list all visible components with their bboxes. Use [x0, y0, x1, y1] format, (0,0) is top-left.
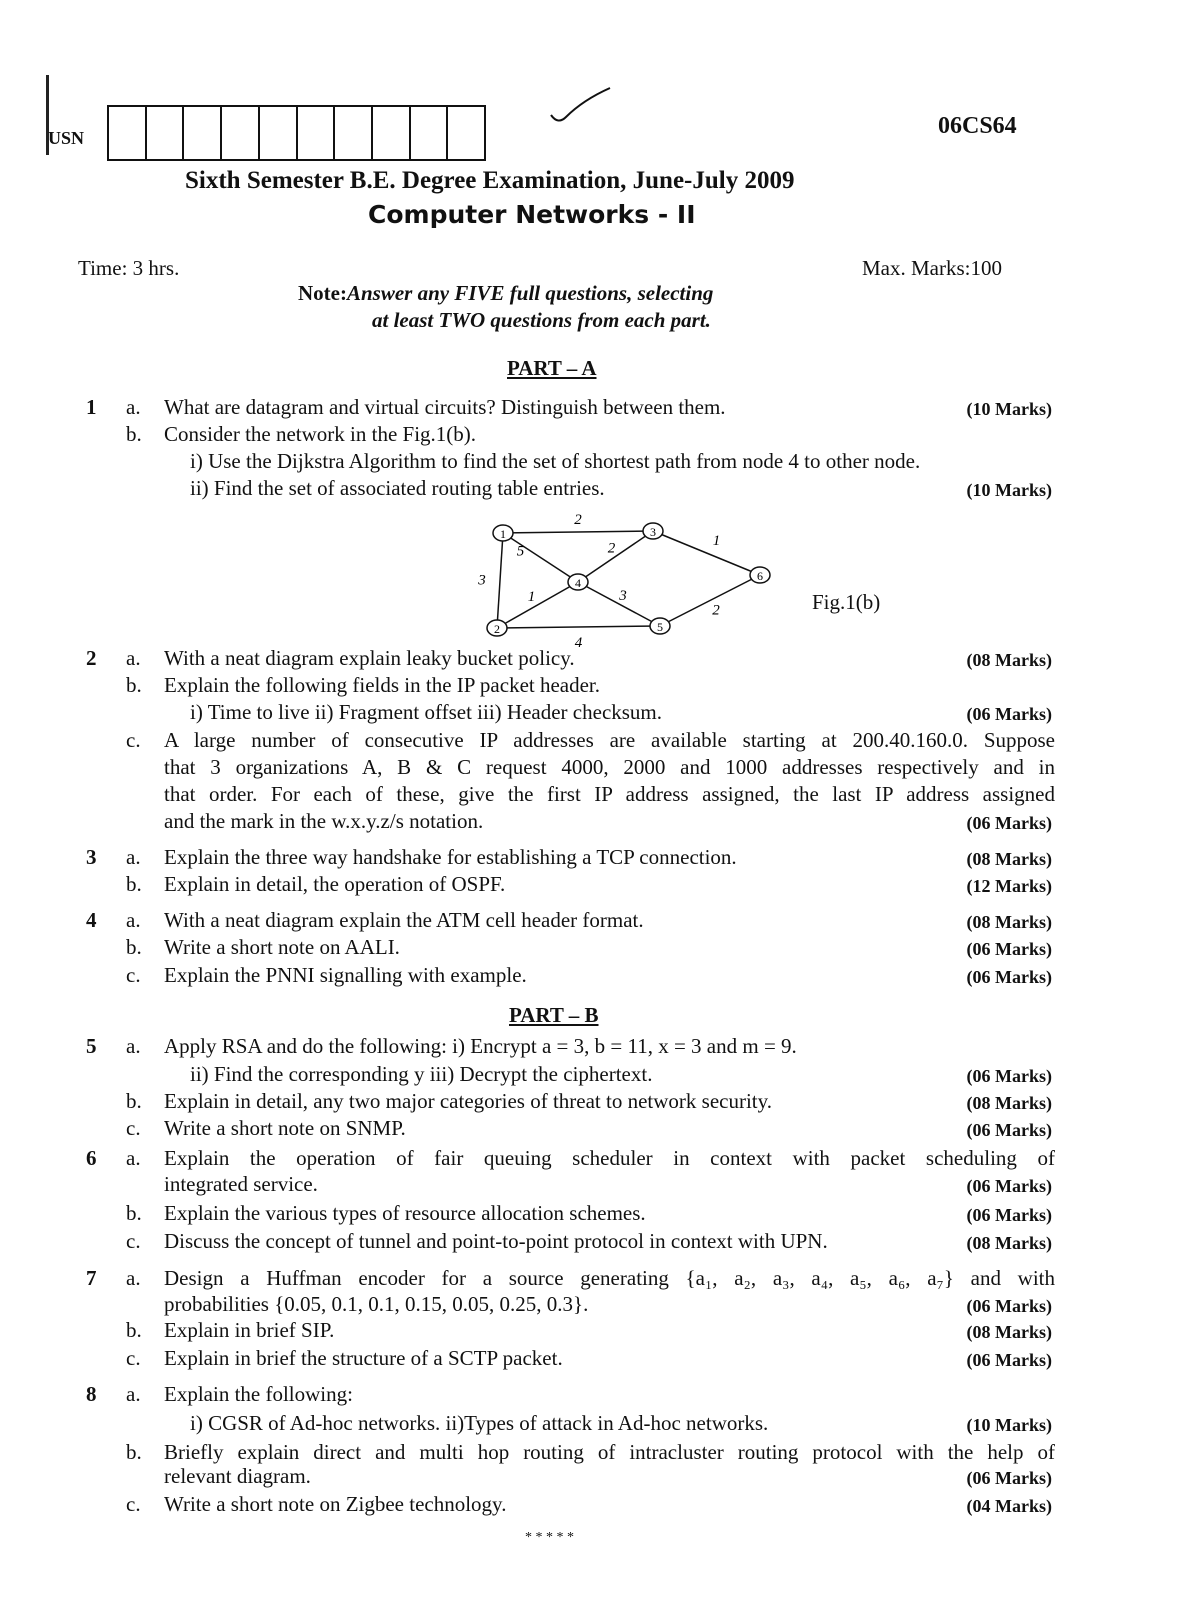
question-number: 2 — [86, 646, 97, 670]
marks-label: (06 Marks) — [966, 939, 1052, 959]
sub-question-label: b. — [126, 1440, 142, 1464]
node-label: 1 — [500, 527, 506, 541]
marks-label: (06 Marks) — [966, 813, 1052, 833]
question-text: that order. For each of these, give the first IP address assigned, the last IP address assigned — [164, 782, 1055, 806]
marks-label: (08 Marks) — [966, 912, 1052, 932]
graph-edge — [497, 626, 660, 628]
question-text: Explain the following fields in the IP packet header. — [164, 673, 601, 697]
sub-question-label: b. — [126, 1318, 142, 1342]
sub-question-label: a. — [126, 646, 141, 670]
question-text: Consider the network in the Fig.1(b). — [164, 422, 477, 446]
edge-weight: 3 — [478, 572, 486, 589]
question-text: that 3 organizations A, B & C request 4000, 2000 and 1000 addresses respectively and in — [164, 755, 1055, 779]
edge-weight: 4 — [574, 635, 583, 651]
marks-label: (06 Marks) — [966, 1120, 1052, 1140]
question-text: Explain in brief SIP. — [164, 1318, 335, 1342]
edge-weight: 5 — [516, 543, 525, 560]
graph-edge — [503, 533, 578, 582]
marks-label: (06 Marks) — [966, 704, 1052, 724]
question-number: 3 — [86, 845, 97, 869]
question-text: i) CGSR of Ad-hoc networks. ii)Types of attack in Ad-hoc networks. — [190, 1411, 769, 1435]
question-text: Explain the following: — [164, 1382, 353, 1406]
marks-label: (10 Marks) — [966, 480, 1052, 500]
marks-label: (08 Marks) — [966, 650, 1052, 670]
part-b-heading: PART – B — [509, 1003, 599, 1027]
subject-code: 06CS64 — [938, 113, 1017, 139]
usn-label: USN — [48, 128, 85, 148]
graph-edge — [653, 531, 760, 575]
marks-label: (12 Marks) — [966, 876, 1052, 896]
sub-question-label: c. — [126, 1229, 141, 1253]
time-label: Time: 3 hrs. — [78, 256, 180, 280]
question-text: Explain in detail, any two major categories of threat to network security. — [164, 1089, 773, 1113]
usn-input-boxes — [107, 105, 486, 161]
graph-edge — [503, 531, 653, 533]
figure-caption: Fig.1(b) — [812, 590, 881, 614]
question-number: 1 — [86, 395, 97, 419]
sub-question-label: a. — [126, 1146, 141, 1170]
graph-edge — [578, 531, 653, 582]
sub-question-label: c. — [126, 728, 141, 752]
checkmark-icon — [548, 85, 618, 130]
graph-edge — [497, 533, 503, 628]
marks-label: (08 Marks) — [966, 1233, 1052, 1253]
marks-label: (06 Marks) — [966, 1066, 1052, 1086]
graph-edge — [660, 575, 760, 626]
marks-label: (06 Marks) — [966, 1205, 1052, 1225]
question-number: 5 — [86, 1034, 97, 1058]
marks-label: (08 Marks) — [966, 1322, 1052, 1342]
question-text: and the mark in the w.x.y.z/s notation. — [164, 809, 484, 833]
question-text: Explain in detail, the operation of OSPF. — [164, 872, 506, 896]
part-a-heading: PART – A — [507, 356, 597, 380]
sub-question-label: b. — [126, 1089, 142, 1113]
marks-label: (06 Marks) — [966, 1350, 1052, 1370]
question-text: Write a short note on SNMP. — [164, 1116, 406, 1140]
edge-weight: 2 — [712, 602, 720, 619]
note: Note:Answer any FIVE full questions, selecting — [298, 281, 714, 305]
subject-title: Computer Networks - II — [368, 200, 696, 229]
question-number: 4 — [86, 908, 97, 932]
sub-question-label: b. — [126, 1201, 142, 1225]
sub-question-label: a. — [126, 1382, 141, 1406]
sub-question-label: c. — [126, 1346, 141, 1370]
sub-question-label: b. — [126, 935, 142, 959]
question-text: Explain the various types of resource allocation schemes. — [164, 1201, 646, 1225]
network-graph-figure — [440, 500, 790, 651]
question-text: Discuss the concept of tunnel and point-to-point protocol in context with UPN. — [164, 1229, 828, 1253]
marks-label: (04 Marks) — [966, 1496, 1052, 1516]
sub-question-label: b. — [126, 872, 142, 896]
sub-question-label: a. — [126, 908, 141, 932]
marks-label: (06 Marks) — [966, 1176, 1052, 1196]
question-number: 7 — [86, 1266, 97, 1290]
edge-weight: 3 — [619, 588, 627, 604]
question-text: Apply RSA and do the following: i) Encrypt a = 3, b = 11, x = 3 and m = 9. — [164, 1034, 797, 1058]
question-number: 6 — [86, 1146, 97, 1170]
sub-question-label: b. — [126, 673, 142, 697]
question-text: Explain in brief the structure of a SCTP packet. — [164, 1346, 563, 1370]
question-text: Explain the three way handshake for establishing a TCP connection. — [164, 845, 737, 869]
marks-label: (08 Marks) — [966, 849, 1052, 869]
marks-label: (06 Marks) — [966, 967, 1052, 987]
marks-label: (08 Marks) — [966, 1093, 1052, 1113]
end-of-paper-mark: * * * * * — [525, 1530, 574, 1545]
marks-label: (10 Marks) — [966, 399, 1052, 419]
sub-question-label: a. — [126, 1034, 141, 1058]
question-text: i) Time to live ii) Fragment offset iii) Header checksum. — [190, 700, 663, 724]
sub-question-label: c. — [126, 1116, 141, 1140]
question-text: relevant diagram. — [164, 1464, 311, 1488]
question-text: integrated service. — [164, 1172, 318, 1196]
question-text: Explain the PNNI signalling with example. — [164, 963, 527, 987]
edge-weight: 1 — [527, 589, 536, 605]
sub-question-label: c. — [126, 1492, 141, 1516]
node-label: 3 — [650, 525, 656, 539]
question-text: A large number of consecutive IP addresses are available starting at 200.40.160.0. Suppose — [164, 728, 1055, 752]
sub-question-label: a. — [126, 845, 141, 869]
question-text: What are datagram and virtual circuits? Distinguish between them. — [164, 395, 726, 419]
marks-label: (10 Marks) — [966, 1415, 1052, 1435]
node-label: 6 — [757, 569, 763, 583]
question-number: 8 — [86, 1382, 97, 1406]
question-text: ii) Find the corresponding y iii) Decrypt the ciphertext. — [190, 1062, 653, 1086]
sub-question-label: c. — [126, 963, 141, 987]
question-text: i) Use the Dijkstra Algorithm to find the set of shortest path from node 4 to other node. — [190, 449, 921, 473]
marks-label: (06 Marks) — [966, 1296, 1052, 1316]
max-marks: Max. Marks:100 — [862, 256, 1002, 280]
question-text: ii) Find the set of associated routing table entries. — [190, 476, 605, 500]
question-text: Explain the operation of fair queuing scheduler in context with packet scheduling of — [164, 1146, 1055, 1170]
question-text: With a neat diagram explain leaky bucket policy. — [164, 646, 575, 670]
node-label: 4 — [575, 576, 581, 590]
question-text: Write a short note on AALI. — [164, 935, 400, 959]
note-line2: at least TWO questions from each part. — [372, 308, 711, 332]
sub-question-label: b. — [126, 422, 142, 446]
edge-weight: 2 — [574, 512, 582, 528]
question-text: With a neat diagram explain the ATM cell header format. — [164, 908, 644, 932]
graph-edge — [497, 582, 578, 628]
question-text: Briefly explain direct and multi hop routing of intracluster routing protocol with the help of — [164, 1440, 1055, 1464]
sub-question-label: a. — [126, 395, 141, 419]
question-text: Write a short note on Zigbee technology. — [164, 1492, 507, 1516]
question-text: probabilities {0.05, 0.1, 0.1, 0.15, 0.05, 0.25, 0.3}. — [164, 1292, 589, 1316]
node-label: 2 — [494, 622, 500, 636]
node-label: 5 — [657, 620, 663, 634]
edge-weight: 2 — [607, 540, 616, 557]
sub-question-label: a. — [126, 1266, 141, 1290]
marks-label: (06 Marks) — [966, 1468, 1052, 1488]
exam-title: Sixth Semester B.E. Degree Examination, June-July 2009 — [185, 167, 795, 194]
question-text: Design a Huffman encoder for a source generating {a₁, a₂, a₃, a₄, a₅, a₆, a₇} and with — [164, 1266, 1055, 1290]
edge-weight: 1 — [712, 533, 721, 549]
